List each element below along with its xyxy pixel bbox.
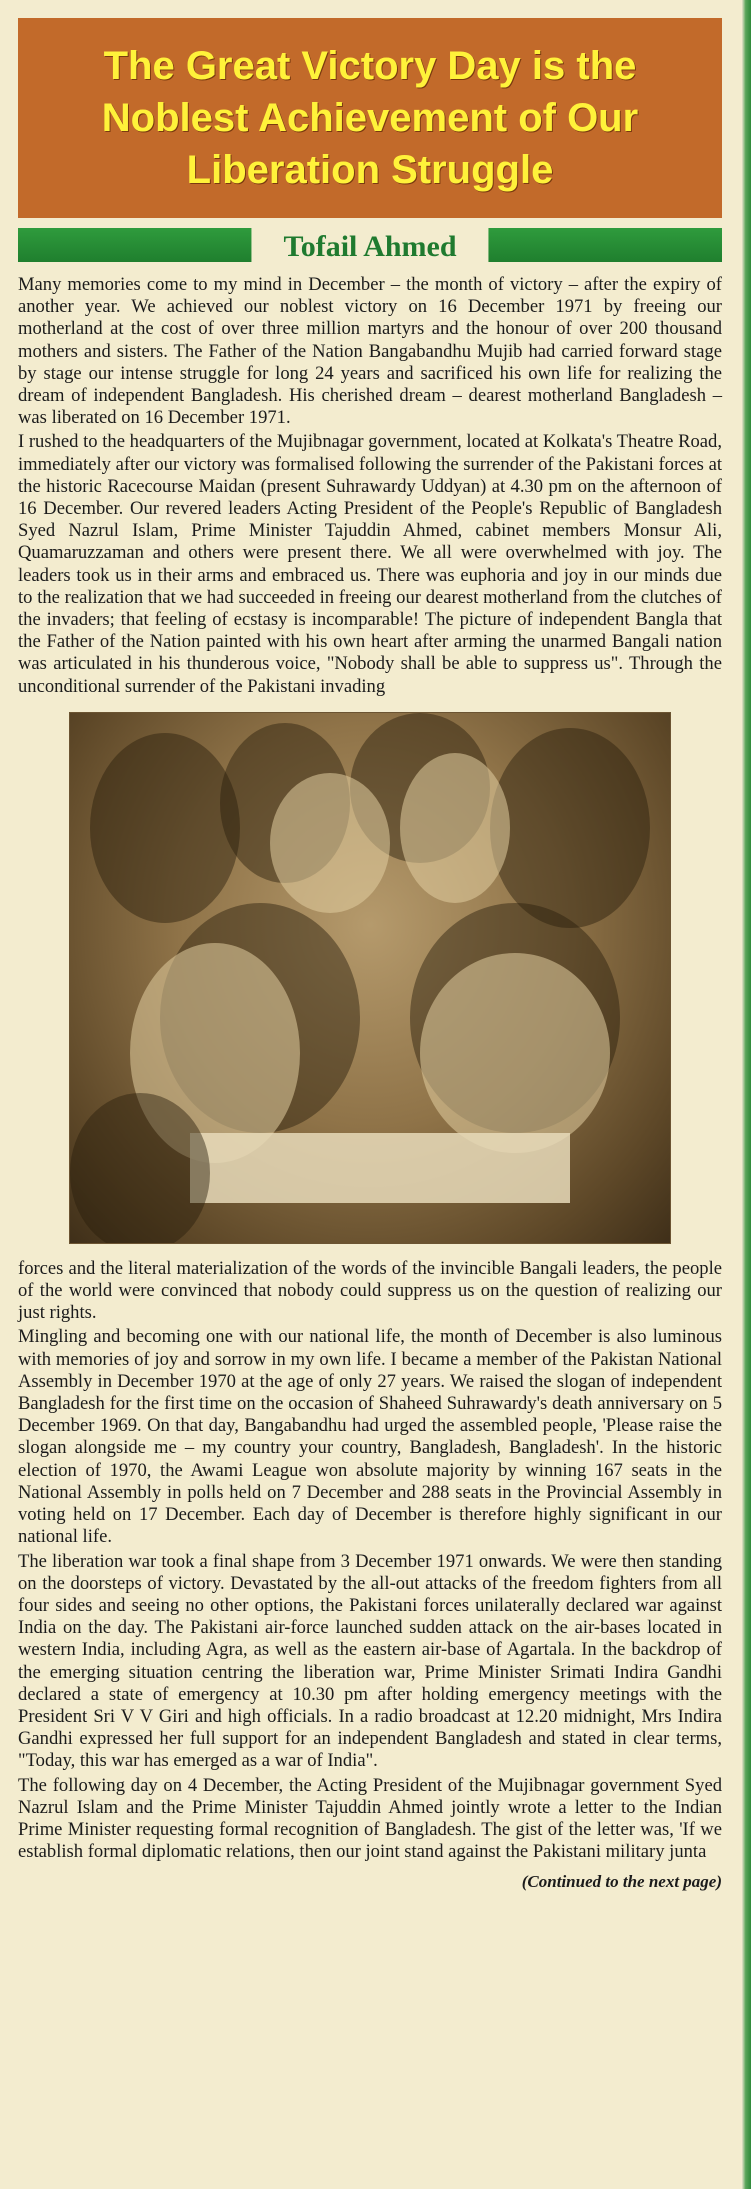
author-name: Tofail Ahmed — [251, 228, 488, 266]
title-banner — [18, 18, 722, 218]
article-body — [18, 274, 722, 1893]
paragraph: Many memories come to my mind in December – the month of victory – after the expiry of another year. We achieved our noblest victory on 16 December 1971 by freeing our motherland at the cost of over three million martyrs and the honour of over 200 thousand mothers and sisters. The Father of the Nation Bangabandhu Mujib had carried forward stage by stage our intense struggle for long 24 years and sacrificed his own life for realizing the dream of independent Bangladesh. His cherished dream – dearest motherland Bangladesh – was liberated on 16 December 1971. — [18, 274, 722, 429]
paragraph: I rushed to the headquarters of the Mujibnagar government, located at Kolkata's Theatre Road, immediately after our victory was formalised following the surrender of the Pakistani forces at the historic Racecourse Maidan (present Suhrawardy Uddyan) at 4.30 pm on the afternoon of 16 December. Our revered leaders Acting President of the People's Republic of Bangladesh Syed Nazrul Islam, Prime Minister Tajuddin Ahmed, cabinet members Monsur Ali, Quamaruzzaman and others were present there. We all were overwhelmed with joy. The leaders took us in their arms and embraced us. There was euphoria and joy in our minds due to the realization that we had succeeded in freeing our dearest motherland from the clutches of the invaders; that feeling of ecstasy is incomparable! The picture of independent Bangla that the Father of the Nation painted with his own heart after arming the unarmed Bangali nation was articulated in his thunderous voice, "Nobody shall be able to suppress us". Through the unconditional surrender of the Pakistani invading — [18, 431, 722, 697]
surrender-signing-photo — [69, 712, 671, 1244]
paragraph: Mingling and becoming one with our national life, the month of December is also luminous with memories of joy and sorrow in my own life. I became a member of the Pakistan National Assembly in December 1970 at the age of only 27 years. We raised the slogan of independent Bangladesh for the first time on the occasion of Shaheed Suhrawardy's death anniversary on 5 December 1969. On that day, Bangabandhu had urged the assembled people, 'Please raise the slogan alongside me – my country your country, Bangladesh, Bangladesh'. In the historic election of 1970, the Awami League won absolute majority by winning 167 seats in the National Assembly in polls held on 7 December and 288 seats in the Provincial Assembly in voting held on 17 December. Each day of December is therefore highly significant in our national life. — [18, 1326, 722, 1548]
author-bar — [18, 228, 722, 262]
paragraph: The liberation war took a final shape from 3 December 1971 onwards. We were then standing on the doorsteps of victory. Devastated by the all-out attacks of the freedom fighters from all four sides and seeing no other options, the Pakistani forces unilaterally declared war against India on the day. The Pakistani air-force launched sudden attack on the air-bases located in western India, including Agra, as well as the eastern air-base of Agartala. In the backdrop of the emerging situation centring the liberation war, Prime Minister Srimati Indira Gandhi declared a state of emergency at 10.30 pm after holding emergency meetings with the President Sri V V Giri and high officials. In a radio broadcast at 12.20 midnight, Mrs Indira Gandhi expressed her full support for an independent Bangladesh and stated in clear terms, "Today, this war has emerged as a war of India". — [18, 1550, 722, 1772]
article-page — [18, 18, 722, 1893]
continued-note: (Continued to the next page) — [521, 1872, 722, 1892]
paragraph: The following day on 4 December, the Acting President of the Mujibnagar government Syed Nazrul Islam and the Prime Minister Tajuddin Ahmed jointly wrote a letter to the Indian Prime Minister requesting formal recognition of Bangladesh. The gist of the letter was, 'If we establish formal diplomatic relations, then our joint stand against the Pakistani military junta — [18, 1774, 722, 1863]
page-edge-decoration — [742, 0, 751, 2189]
paragraph: forces and the literal materialization of the words of the invincible Bangali leaders, the people of the world were convinced that nobody could suppress us on the question of realizing our just rights. — [18, 1257, 722, 1324]
article-title: The Great Victory Day is the Noblest Achievement of Our Liberation Struggle — [101, 44, 639, 192]
